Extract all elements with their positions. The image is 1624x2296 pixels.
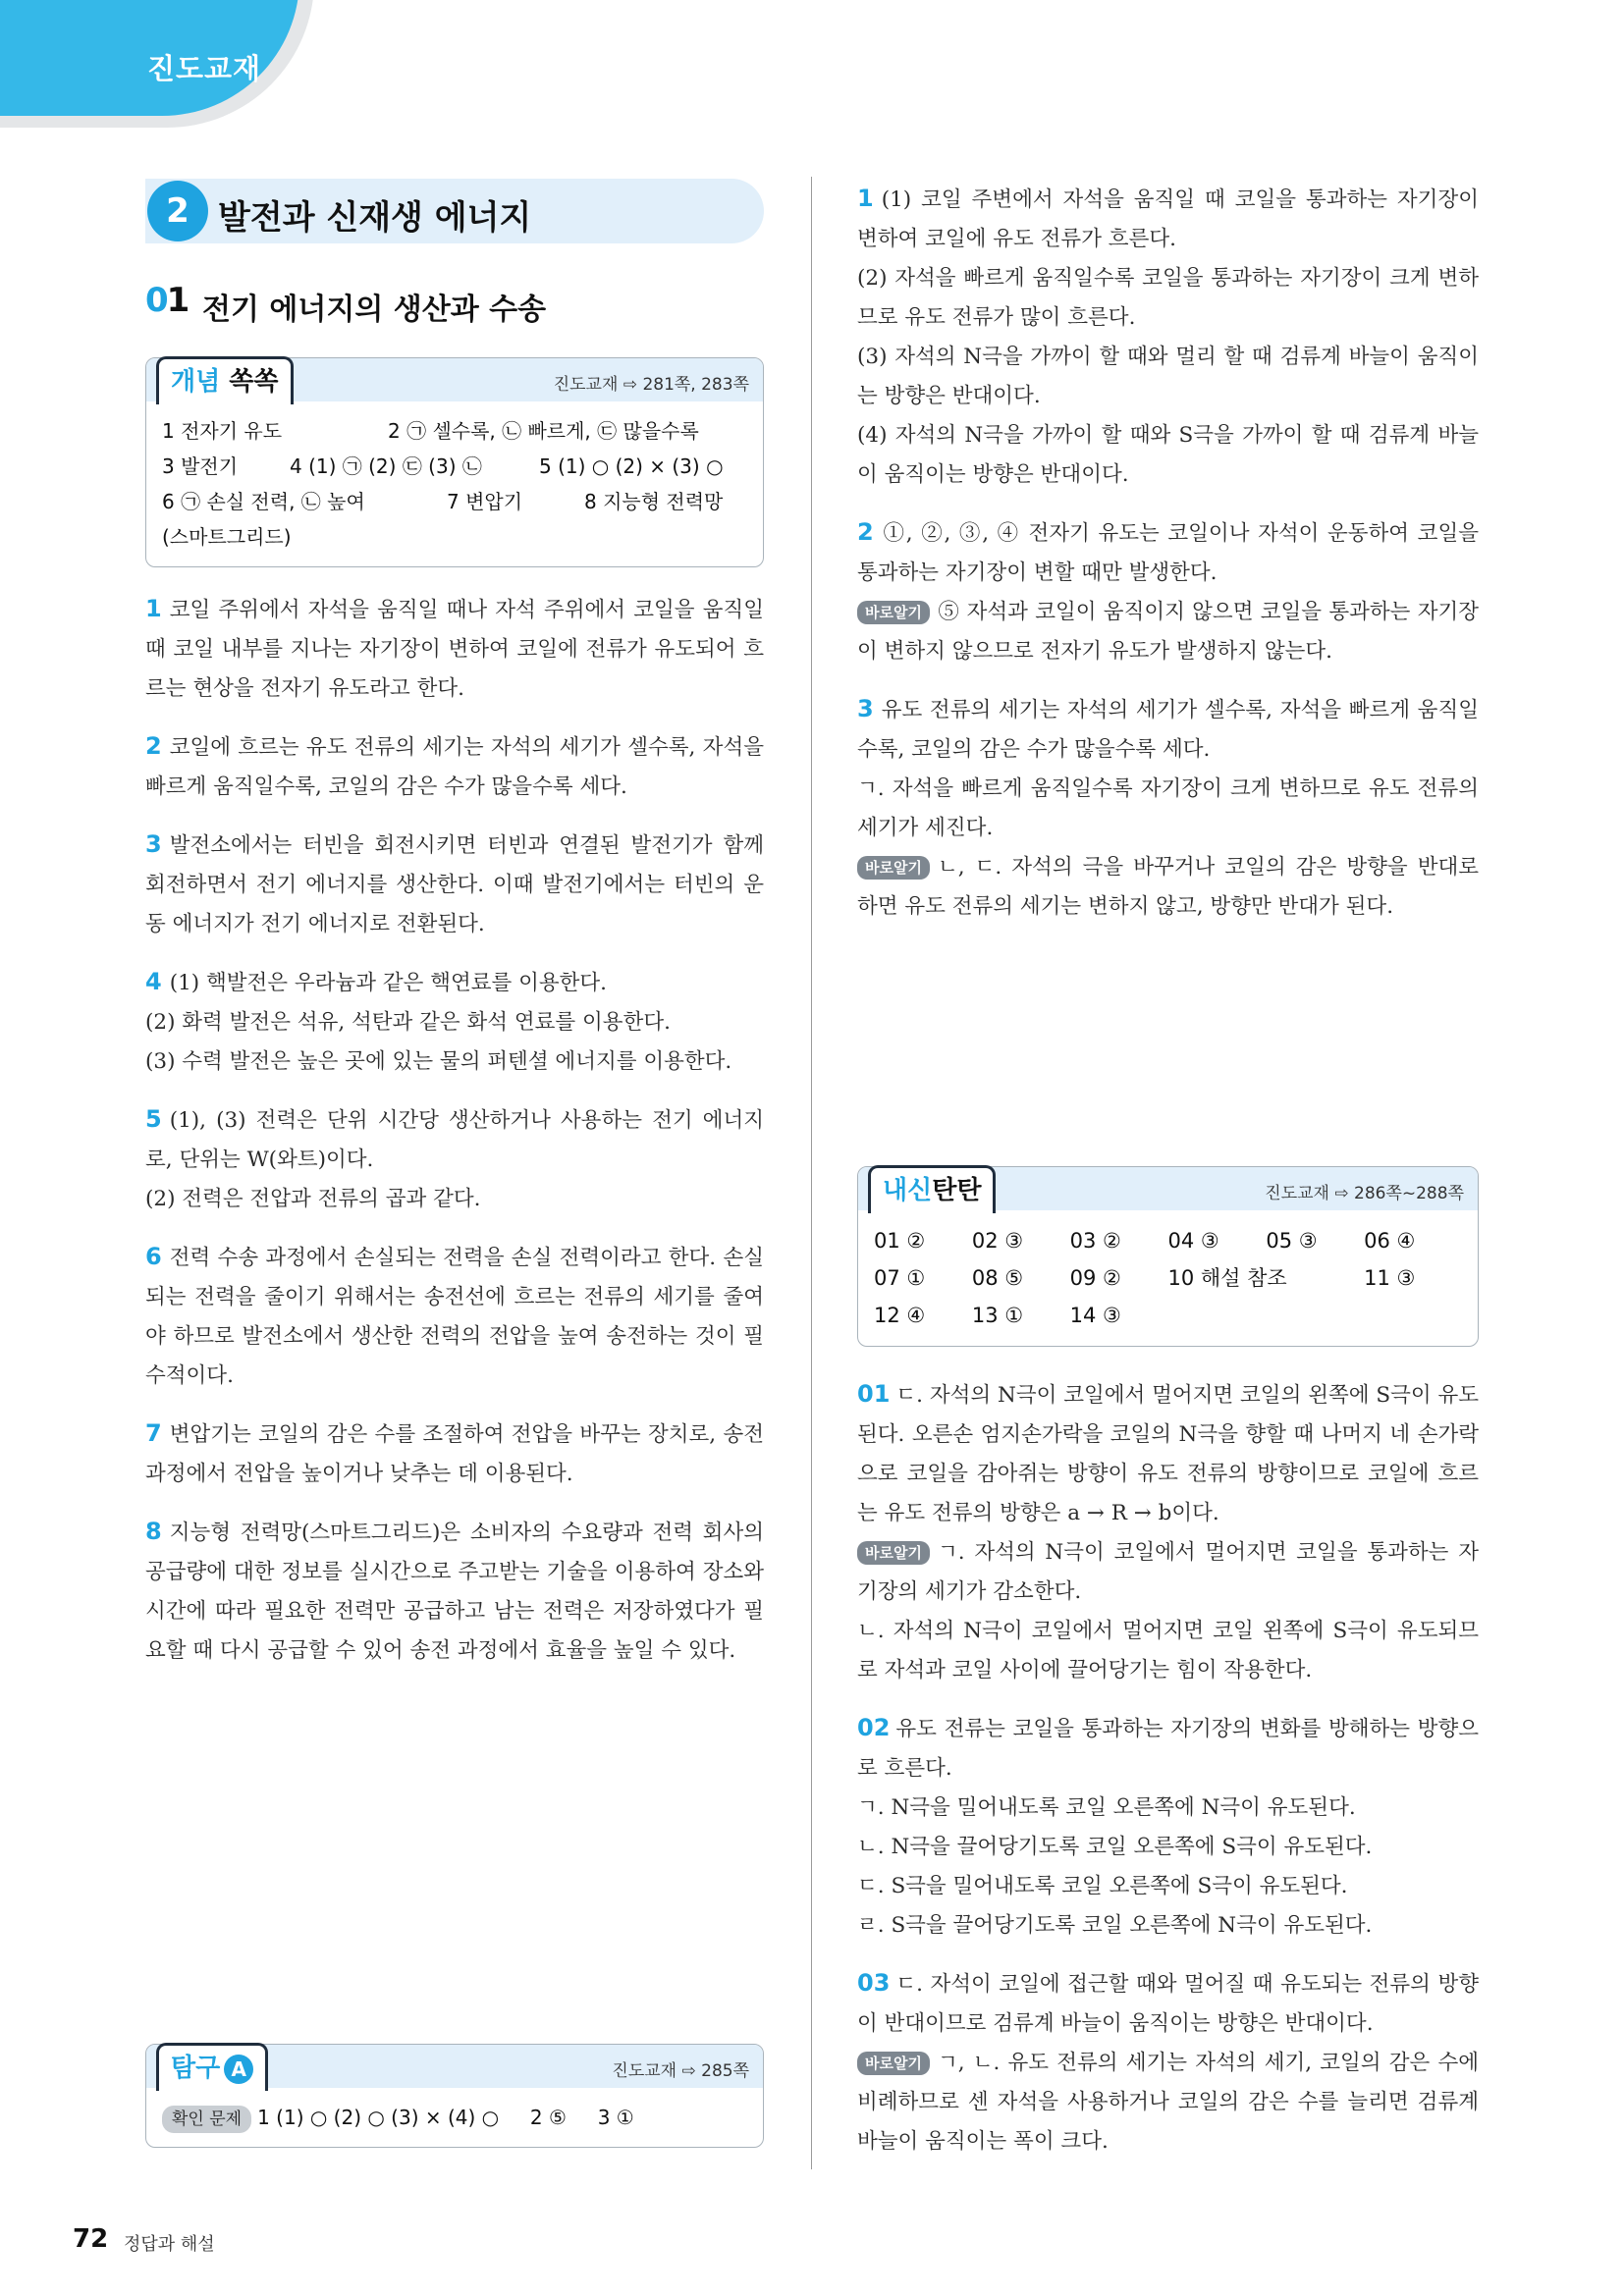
answer-cell: 14 ③: [1069, 1304, 1121, 1327]
concept-ref: 진도교재 ⇨ 281쪽, 283쪽: [553, 375, 749, 395]
right-column-bottom: [857, 1374, 1479, 2162]
naesin-explanation-01: 01 ㄷ. 자석의 N극이 코일에서 멀어지면 코일의 왼쪽에 S극이 유도된다. 오른손 엄지손가락을 코일의 N극을 향할 때 나머지 네 손가락으로 코일을 감아쥐는 방향이 유도 전류의 방향이므로 코일에 흐르는 유도 전류의 방향은 a → R → b이다. 바로알기 ㄱ. 자석의 N극이 코일에서 멀어지면 코일을 통과하는 자기장의 세기가 감소한다. ㄴ. 자석의 N극이 코일에서 멀어지면 코일 왼쪽에 S극이 유도되므로 자석과 코일 사이에 끌어당기는 힘이 작용한다.: [857, 1380, 1479, 1682]
subsection-number: 01: [145, 281, 189, 320]
answer-cell: 07 ①: [874, 1266, 926, 1290]
answer-cell: 12 ④: [874, 1304, 926, 1327]
column-divider: [811, 177, 812, 2169]
right-column-top: [857, 179, 1479, 927]
naesin-explanation-03: 03 ㄷ. 자석이 코일에 접근할 때와 멀어질 때 유도되는 전류의 방향이 반대이므로 검류계 바늘이 움직이는 방향은 반대이다. 바로알기 ㄱ, ㄴ. 유도 전류의 세기는 자석의 세기, 코일의 감은 수에 비례하므로 센 자석을 사용하거나 코일의 감은 수를 늘리면 검류계 바늘이 움직이는 폭이 크다.: [857, 1969, 1479, 2154]
explanation-1: 1 코일 주위에서 자석을 움직일 때나 자석 주위에서 코일을 움직일 때 코일 내부를 지나는 자기장이 변하여 코일에 전류가 유도되어 흐르는 현상을 전자기 유도라고 한다.: [145, 595, 764, 701]
explore-box: [145, 2044, 764, 2148]
explore-badge: 탐구 A: [156, 2043, 268, 2091]
subsection-title-bar: [145, 279, 764, 328]
explanation-8: 8 지능형 전력망(스마트그리드)은 소비자의 수요량과 전력 회사의 공급량에 대한 정보를 실시간으로 주고받는 기술을 이용하여 장소와 시간에 따라 필요한 전력만 공급하고 남는 전력은 저장하였다가 필요할 때 다시 공급할 수 있어 송전 과정에서 효율을 높일 수 있다.: [145, 1518, 764, 1663]
explore-box-header: [146, 2045, 763, 2088]
explanation-4: 4 (1) 핵발전은 우라늄과 같은 핵연료를 이용한다. (2) 화력 발전은 석유, 석탄과 같은 화석 연료를 이용한다. (3) 수력 발전은 높은 곳에 있는 물의 퍼텐셜 에너지를 이용한다.: [145, 968, 732, 1074]
concept-answers: [146, 401, 763, 566]
explore-circle: A: [224, 2055, 253, 2084]
answer-row: (스마트그리드): [162, 525, 292, 549]
naesin-box-header: [858, 1167, 1478, 1210]
header-tab-label: 진도교재: [147, 52, 262, 85]
left-column: [145, 179, 764, 1671]
concept-box: [145, 357, 764, 567]
correction-tag: 바로알기: [857, 856, 930, 880]
page-number: 72: [73, 2224, 109, 2254]
naesin-answer-grid: [874, 1222, 1462, 1334]
explore-ref: 진도교재 ⇨ 285쪽: [612, 2061, 749, 2081]
answer-cell: 04 ③: [1167, 1229, 1219, 1253]
concept-explanation-2: 2 ①, ②, ③, ④ 전자기 유도는 코일이나 자석이 운동하여 코일을 통과하는 자기장이 변할 때만 발생한다. 바로알기 ⑤ 자석과 코일이 움직이지 않으면 코일을 통과하는 자기장이 변하지 않으므로 전자기 유도가 발생하지 않는다.: [857, 518, 1479, 664]
concept-explanation-3: 3 유도 전류의 세기는 자석의 세기가 셀수록, 자석을 빠르게 움직일수록, 코일의 감은 수가 많을수록 세다. ㄱ. 자석을 빠르게 움직일수록 자기장이 크게 변하므로 유도 전류의 세기가 세진다. 바로알기 ㄴ, ㄷ. 자석의 극을 바꾸거나 코일의 감은 방향을 반대로 하면 유도 전류의 세기는 변하지 않고, 방향만 반대가 된다.: [857, 695, 1479, 919]
naesin-explanation-02: 02 유도 전류는 코일을 통과하는 자기장의 변화를 방해하는 방향으로 흐른다. ㄱ. N극을 밀어내도록 코일 오른쪽에 N극이 유도된다. ㄴ. N극을 끌어당기도록 코일 오른쪽에 S극이 유도된다. ㄷ. S극을 밀어내도록 코일 오른쪽에 S극이 유도된다. ㄹ. S극을 끌어당기도록 코일 오른쪽에 N극이 유도된다.: [857, 1714, 1479, 1938]
answer-cell: 06 ④: [1364, 1229, 1416, 1253]
concept-explanation-1: 1 (1) 코일 주변에서 자석을 움직일 때 코일을 통과하는 자기장이 변하여 코일에 유도 전류가 흐른다. (2) 자석을 빠르게 움직일수록 코일을 통과하는 자기장이 크게 변하므로 유도 전류가 많이 흐른다. (3) 자석의 N극을 가까이 할 때와 멀리 할 때 검류계 바늘이 움직이는 방향은 반대이다. (4) 자석의 N극을 가까이 할 때와 S극을 가까이 할 때 검류계 바늘이 움직이는 방향은 반대이다.: [857, 185, 1479, 487]
explanation-2: 2 코일에 흐르는 유도 전류의 세기는 자석의 세기가 셀수록, 자석을 빠르게 움직일수록, 코일의 감은 수가 많을수록 세다.: [145, 732, 764, 799]
explore-answers: 확인 문제 1 (1) ○ (2) ○ (3) × (4) ○ 2 ⑤ 3 ①: [146, 2088, 763, 2147]
answer-row: 6 ㉠ 손실 전력, ㉡ 높여 7 변압기 8 지능형 전력망: [162, 490, 724, 513]
answer-cell: 11 ③: [1364, 1266, 1416, 1290]
correction-tag: 바로알기: [857, 2052, 930, 2075]
naesin-ref: 진도교재 ⇨ 286쪽~288쪽: [1265, 1184, 1464, 1203]
answer-cell: 10 해설 참조: [1167, 1266, 1287, 1290]
correction-tag: 바로알기: [857, 1541, 930, 1565]
subsection-title: 전기 에너지의 생산과 수송: [202, 293, 547, 327]
answer-cell: 01 ②: [874, 1229, 926, 1253]
concept-box-header: [146, 358, 763, 401]
explanation-3: 3 발전소에서는 터빈을 회전시키면 터빈과 연결된 발전기가 함께 회전하면서 전기 에너지를 생산한다. 이때 발전기에서는 터빈의 운동 에너지가 전기 에너지로 전환된다.: [145, 830, 764, 936]
section-title: 발전과 신재생 에너지: [218, 198, 532, 238]
answer-cell: 02 ③: [971, 1229, 1024, 1253]
section-number: 2: [147, 181, 208, 241]
naesin-badge: 내신탄탄: [868, 1165, 996, 1213]
explanation-6: 6 전력 수송 과정에서 손실되는 전력을 손실 전력이라고 한다. 손실되는 전력을 줄이기 위해서는 송전선에 흐르는 전류의 세기를 줄여야 하므로 발전소에서 생산한 전력의 전압을 높여 송전하는 것이 필수적이다.: [145, 1243, 764, 1388]
header-tab: [0, 0, 324, 137]
naesin-box: [857, 1166, 1479, 1347]
answer-row: 3 발전기 4 (1) ㉠ (2) ㉢ (3) ㉡ 5 (1) ○ (2) × (3) ○: [162, 454, 724, 478]
answer-cell: 05 ③: [1266, 1229, 1318, 1253]
check-label: 확인 문제: [162, 2106, 251, 2133]
answer-cell: 03 ②: [1069, 1229, 1121, 1253]
answer-cell: 13 ①: [971, 1304, 1024, 1327]
correction-tag: 바로알기: [857, 601, 930, 624]
explanation-7: 7 변압기는 코일의 감은 수를 조절하여 전압을 바꾸는 장치로, 송전 과정에서 전압을 높이거나 낮추는 데 이용된다.: [145, 1419, 764, 1486]
explanation-5: 5 (1), (3) 전력은 단위 시간당 생산하거나 사용하는 전기 에너지로, 단위는 W(와트)이다. (2) 전력은 전압과 전류의 곱과 같다.: [145, 1105, 764, 1211]
naesin-answers: [858, 1210, 1478, 1346]
answer-row: 1 전자기 유도 2 ㉠ 셀수록, ㉡ 빠르게, ㉢ 많을수록: [162, 419, 699, 443]
footer-label: 정답과 해설: [124, 2234, 215, 2255]
concept-badge: 개념 쏙쏙: [156, 356, 294, 404]
answer-cell: 09 ②: [1069, 1266, 1121, 1290]
answer-cell: 08 ⑤: [971, 1266, 1024, 1290]
section-title-bar: [145, 179, 764, 243]
